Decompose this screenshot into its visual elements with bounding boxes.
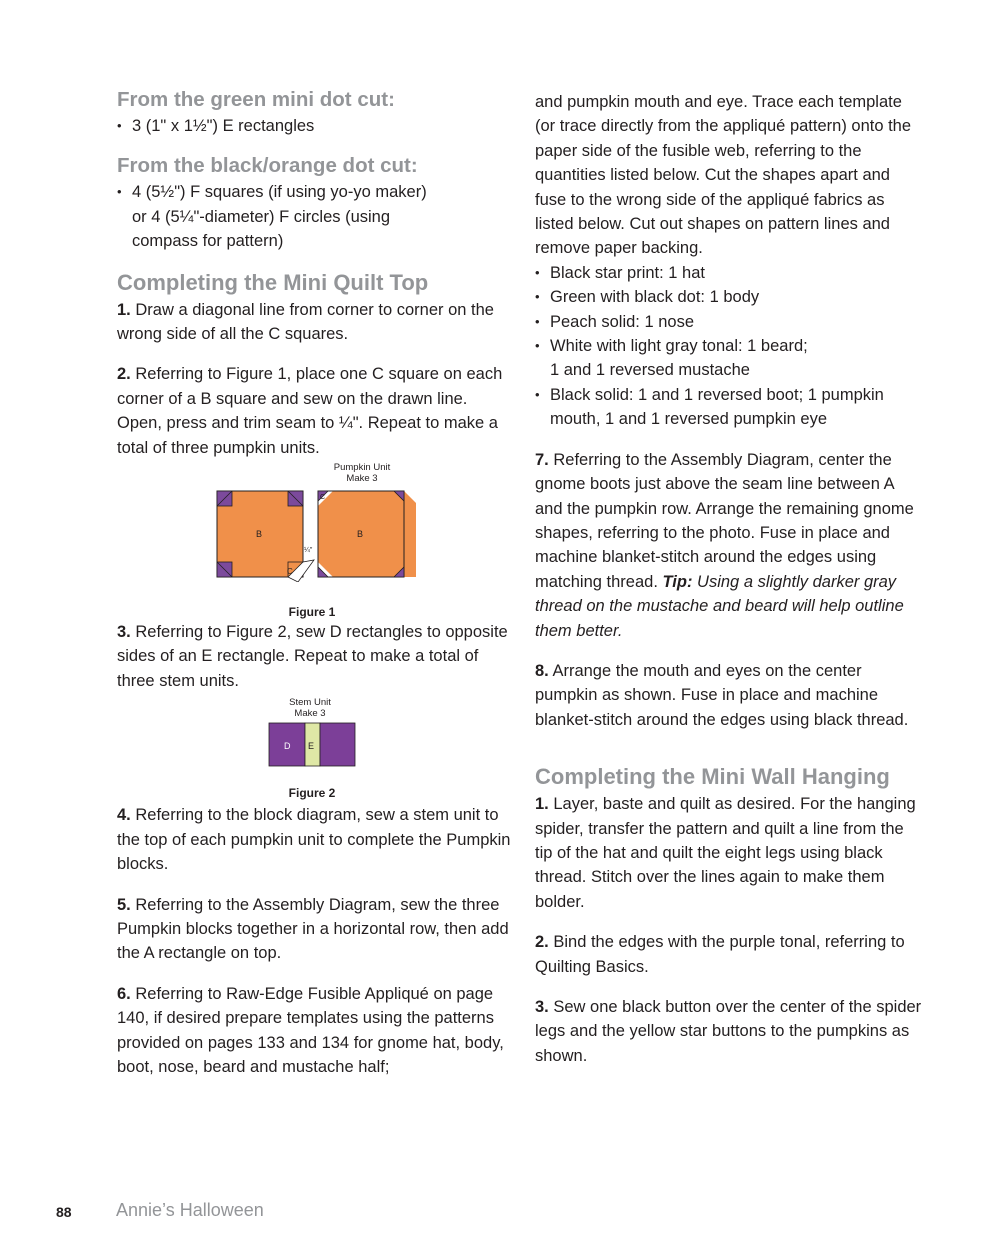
step-7: 7. Referring to the Assembly Diagram, center the gnome boots just above the seam line between A and the pumpkin row. Arrange the remaining gnome shapes, referring to the photo. Fuse in place and machine blanket-stitch around the edges using matching thread. Tip: Using a slightly darker gray thread on the mustache and beard will help outline them better. (535, 450, 914, 640)
list-item: • Black solid: 1 and 1 reversed boot; 1 pumpkin mouth, 1 and 1 reversed pumpkin eye (535, 383, 895, 432)
page-number: 88 (56, 1204, 72, 1220)
pumpkin-unit-label: Pumpkin Unit Make 3 (333, 462, 391, 485)
right-column (535, 90, 925, 1068)
black-cut-heading: From the black/orange dot cut: (117, 154, 418, 178)
list-item: • 3 (1" x 1½") E rectangles (117, 114, 512, 138)
step-3: 3. Referring to Figure 2, sew D rectangles to opposite sides of an E rectangle. Repeat to make a total of three stem units. (117, 623, 508, 690)
figure-2-diagram (268, 722, 358, 768)
c-label: C (320, 494, 326, 502)
list-item: • White with light gray tonal: 1 beard; 1 and 1 reversed mustache (535, 334, 820, 383)
hanging-step-3: 3. Sew one black button over the center of the spider legs and the yellow star buttons to the pumpkins as shown. (535, 998, 922, 1065)
c-label: C (287, 567, 293, 577)
green-cut-list (117, 114, 512, 138)
step-2: 2. Referring to Figure 1, place one C square on each corner of a B square and sew on the drawn line. Open, press and trim seam to ¼". Repeat to make a total of three pumpkin units. (117, 365, 503, 457)
figure-1-caption: Figure 1 (288, 605, 336, 620)
d-label: D (284, 741, 291, 752)
step-4: 4. Referring to the block diagram, sew a stem unit to the top of each pumpkin unit to complete the Pumpkin blocks. (117, 806, 511, 874)
list-item: • Green with black dot: 1 body (535, 285, 925, 309)
stem-unit-label: Stem Unit Make 3 (289, 697, 331, 720)
list-item: • Black star print: 1 hat (535, 261, 925, 285)
green-cut-heading: From the green mini dot cut: (117, 88, 395, 111)
section-title-quilt-top: Completing the Mini Quilt Top (117, 269, 429, 295)
left-column (117, 86, 512, 1079)
tip-text: Using a slightly darker gray thread on the mustache and beard will help outline them better. (535, 572, 904, 640)
step-5: 5. Referring to the Assembly Diagram, sew the three Pumpkin blocks together in a horizontal row, then add the A rectangle on top. (117, 895, 509, 963)
book-title: Annie’s Halloween (116, 1200, 264, 1220)
e-label: E (308, 741, 315, 752)
fabric-list (535, 261, 925, 432)
hanging-step-2: 2. Bind the edges with the purple tonal, referring to Quilting Basics. (535, 933, 905, 976)
figure-1-diagram (216, 490, 416, 582)
step-8: 8. Arrange the mouth and eyes on the center pumpkin as shown. Fuse in place and machine blanket-stitch around the edges using black thread. (535, 661, 909, 729)
continued-text: and pumpkin mouth and eye. Trace each template (or trace directly from the appliqué pattern) onto the paper side of the fusible web, referring to the quantities listed below. Cut the shapes apart and fuse to the wrong side of the appliqué fabrics as listed below. Cut out shapes on pattern lines and remove paper backing. (535, 93, 912, 258)
figure-1 (117, 460, 512, 620)
b-label: B (256, 529, 263, 540)
tip-label: Tip: (662, 572, 693, 591)
list-item: • 4 (5½") F squares (if using yo-yo maker) or 4 (5¼"-diameter) F circles (using compass for pattern) (117, 180, 442, 253)
figure-2-caption: Figure 2 (288, 786, 336, 801)
page-footer (56, 1200, 264, 1222)
b-label: B (357, 529, 364, 540)
hanging-step-1: 1. Layer, baste and quilt as desired. For the hanging spider, transfer the pattern and quilt a line from the tip of the hat and quilt the eight legs using black thread. Stitch over the lines again to make them bolder. (535, 795, 916, 911)
list-item: • Peach solid: 1 nose (535, 310, 925, 334)
step-6: 6. Referring to Raw-Edge Fusible Appliqué on page 140, if desired prepare templates using the patterns provided on pages 133 and 134 for gnome hat, body, boot, nose, beard and mustache half; (117, 984, 504, 1076)
section-title-wall-hanging: Completing the Mini Wall Hanging (535, 764, 890, 790)
figure-2 (117, 693, 512, 803)
black-cut-list (117, 180, 512, 253)
step-1: 1. Draw a diagonal line from corner to corner on the wrong side of all the C squares. (117, 300, 494, 344)
quarter-inch-label: ¼" (304, 547, 313, 555)
